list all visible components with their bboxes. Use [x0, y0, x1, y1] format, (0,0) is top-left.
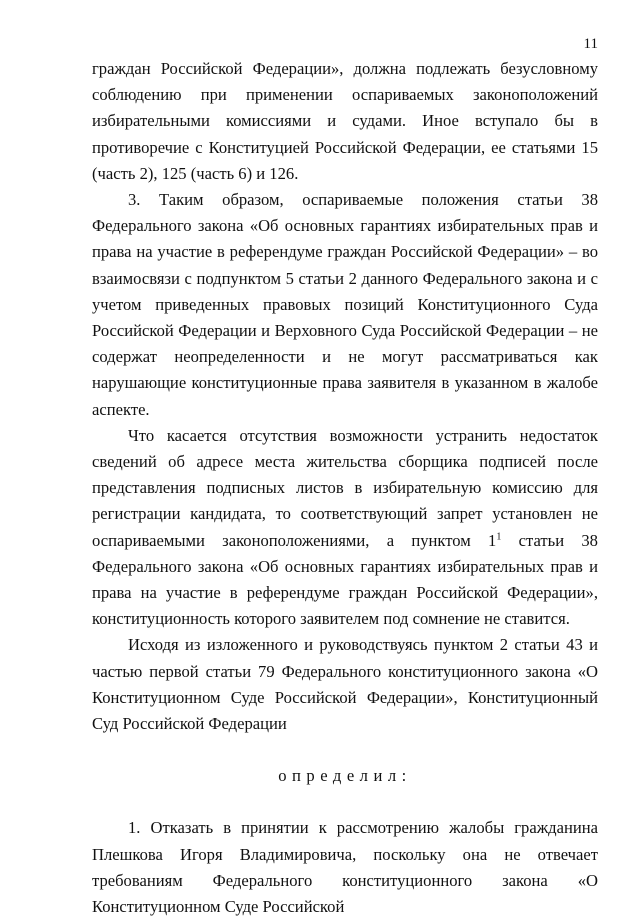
- document-body: [92, 56, 598, 920]
- paragraph-conclusion: 3. Таким образом, оспариваемые положения статьи 38 Федерального закона «Об основных гарантиях избирательных прав и права на участие в референдуме граждан Российской Федерации» – во взаимосвязи с подпунктом 5 статьи 2 данного Федерального закона и с учетом приведенных правовых позиций Конституционного Суда Российской Федерации и Верховного Суда Российской Федерации – не содержат неопределенности и не могут рассматриваться как нарушающие конституционные права заявителя в указанном в жалобе аспекте.: [92, 190, 598, 419]
- paragraph-ruling-basis: Исходя из изложенного и руководствуясь пунктом 2 статьи 43 и частью первой статьи 79 Федерального конституционного закона «О Конституционном Суде Российской Федерации», Конституционный Суд Российской Федерации: [92, 635, 598, 734]
- page-number: 11: [583, 36, 598, 52]
- paragraph-signature-collector: [92, 423, 598, 633]
- paragraph-text-after: статьи 38 Федерального закона «Об основных гарантиях избирательных прав и права на участие в референдуме граждан Российской Федерации», конституционность которого заявителем под сомнение не ставится.: [92, 530, 598, 629]
- superscript: 1: [496, 531, 502, 543]
- ruling-heading: определил:: [278, 766, 412, 786]
- paragraph-continuation: граждан Российской Федерации», должна подлежать безусловному соблюдению при применении оспариваемых законоположений избирательными комиссиями и судами. Иное вступало бы в противоречие с Конституцией Российской Федерации, ее статьями 15 (часть 2), 125 (часть 6) и 126.: [92, 59, 598, 183]
- paragraph-ruling-item-1: 1. Отказать в принятии к рассмотрению жалобы гражданина Плешкова Игоря Владимировича, поскольку она не отвечает требованиям Федерального конституционного закона «О Конституционном Суде Российской: [92, 818, 598, 917]
- paragraph-text-before: Что касается отсутствия возможности устранить недостаток сведений об адресе места жительства сборщика подписей после представления подписных листов в избирательную комиссию для регистрации кандидата, то соответствующий запрет установлен не оспариваемыми законоположениями, а пунктом 1: [92, 425, 598, 550]
